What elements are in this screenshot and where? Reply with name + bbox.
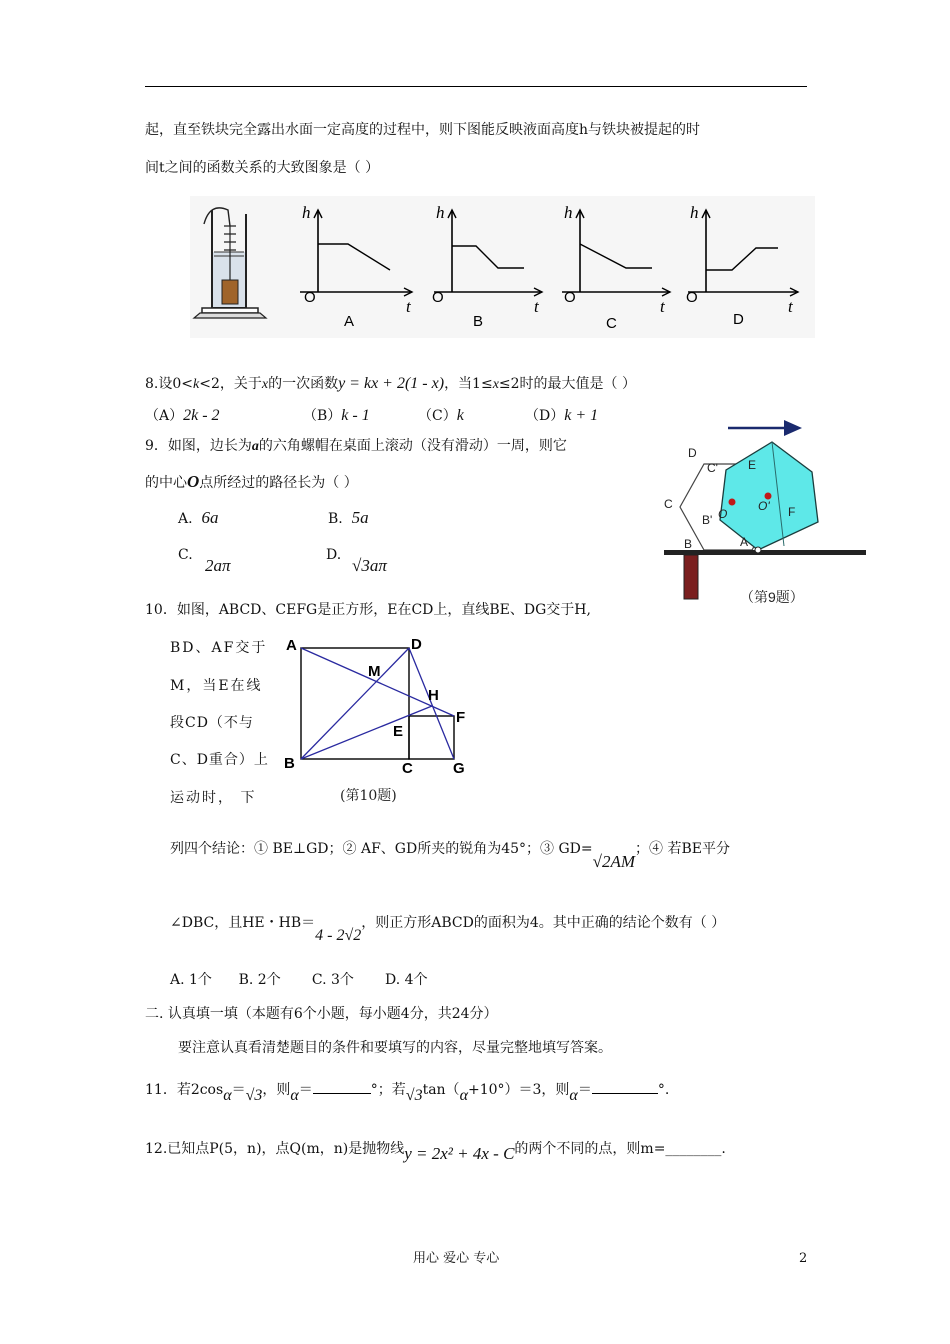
q9-option-c-label: C. [178,547,193,563]
graph-a-o: O [304,289,316,306]
q10-side-line5: 运动时， 下 [170,790,257,806]
graph-a-label: A [344,313,355,330]
graph-d-h: h [690,203,699,222]
q10-side-line1: BD、AF交于 [170,640,268,656]
line-be [301,706,432,759]
svg-text:B: B [684,537,693,551]
page-number: 2 [799,1251,808,1266]
q9-option-a: A. 6a [178,508,219,527]
q7-figure [190,196,815,338]
graph-b-label: B [473,313,484,330]
svg-text:H: H [428,687,439,704]
svg-text:E: E [393,723,404,740]
svg-text:M: M [368,663,381,680]
graph-c-t: t [660,297,665,316]
q10-side-line4: C、D重合）上 [170,752,269,768]
q9-caption: （第9题） [740,589,804,605]
q10-line4: ∠DBC，且HE・HB＝4 - 2√2，则正方形ABCD的面积为4。其中正确的结论个数有（ ） [170,915,726,944]
q10-figure [282,630,482,810]
svg-text:C: C [402,760,413,777]
svg-text:C': C' [707,461,718,475]
q10-sqrt2am: √2AM [592,852,636,871]
q10-caption: (第10题) [340,788,397,804]
q9-figure [660,412,870,616]
graph-d-label: D [733,311,744,328]
q9-line1: 9．如图，边长为a的六角螺帽在桌面上滚动（没有滑动）一周，则它 [145,438,567,454]
q7-line1: 起，直至铁块完全露出水面一定高度的过程中，则下图能反映液面高度h与铁块被提起的时 [145,122,701,138]
graph-a-h: h [302,203,311,222]
q10-side-line2: M，当E在线 [170,678,263,694]
q11-blank-1[interactable] [313,1093,371,1094]
svg-text:B': B' [702,513,713,527]
q11: 11．若2cosα＝√3，则α＝ °；若√3tan（α+10°）＝3，则α＝ °. [145,1082,670,1104]
q9-option-d-value: √3aπ [352,556,387,575]
q10-conclusions: 列四个结论：① BE⊥GD；② AF、GD所夹的锐角为45°；③ GD=√2AM；④ 若BE平分 [170,841,730,871]
svg-text:O: O [718,507,728,521]
graph-b-h: h [436,203,445,222]
header-rule [145,86,807,87]
square-cefg [409,716,454,759]
q8-option-d: （D）k + 1 [525,407,599,424]
graph-b-o: O [432,289,444,306]
q12: 12.已知点P(5，n)，点Q(m，n)是抛物线y = 2x² + 4x - C的两个不同的点，则m=________. [145,1141,726,1163]
svg-text:E: E [748,458,757,472]
q10-options: A. 1个 B. 2个 C. 3个 D. 4个 [170,972,428,988]
svg-text:D: D [688,446,697,460]
q9-option-b: B. 5a [328,508,369,527]
q9-line2: 的中心O点所经过的路径长为（ ） [145,472,358,491]
q10-line1: 10．如图，ABCD、CEFG是正方形，E在CD上，直线BE、DG交于H, [145,602,591,618]
q10-side-line3: 段CD（不与 [170,715,254,731]
q9-option-d-label: D. [326,547,342,563]
svg-text:B: B [284,755,295,772]
footer-motto: 用心 爱心 专心 [413,1251,500,1266]
svg-text:F: F [456,709,466,726]
svg-text:G: G [453,760,465,777]
q12-function: y = 2x² + 4x - C [404,1144,515,1163]
q8-option-c: （C）k [418,407,464,424]
q11-blank-2[interactable] [592,1093,658,1094]
section2-note: 要注意认真看清楚题目的条件和要填写的内容，尽量完整地填写答案。 [178,1040,612,1056]
q7-line2: 间t之间的函数关系的大致图象是（ ） [145,160,380,176]
q8-function: y = kx + 2(1 - x) [338,375,445,392]
q10-he-hb: 4 - 2√2 [315,927,362,944]
q9-option-c-value: 2aπ [205,556,231,575]
graph-a-t: t [406,297,411,316]
svg-text:D: D [411,636,422,653]
svg-text:A: A [286,637,297,654]
center-o [729,499,736,506]
q8-option-a: （A）2k - 2 [145,407,220,424]
graph-c-o: O [564,289,576,306]
graph-d-o: O [686,289,698,306]
graph-c-label: C [606,315,617,332]
svg-text:F: F [788,505,796,519]
graph-d-t: t [788,297,793,316]
graph-c-h: h [564,203,573,222]
table-leg [684,555,698,599]
svg-text:A: A [740,535,749,549]
svg-text:C: C [664,497,673,511]
q8-option-b: （B）k - 1 [303,407,370,424]
section2-heading: 二. 认真填一填（本题有6个小题，每小题4分，共24分） [145,1006,498,1022]
table-top [664,550,866,555]
q8-stem: 8.设0<k<2，关于x的一次函数y = kx + 2(1 - x)，当1≤x≤2时的最大值是（ ） [145,375,637,392]
graph-b-t: t [534,297,539,316]
line-bd [301,648,409,759]
svg-text:O': O' [758,499,770,513]
